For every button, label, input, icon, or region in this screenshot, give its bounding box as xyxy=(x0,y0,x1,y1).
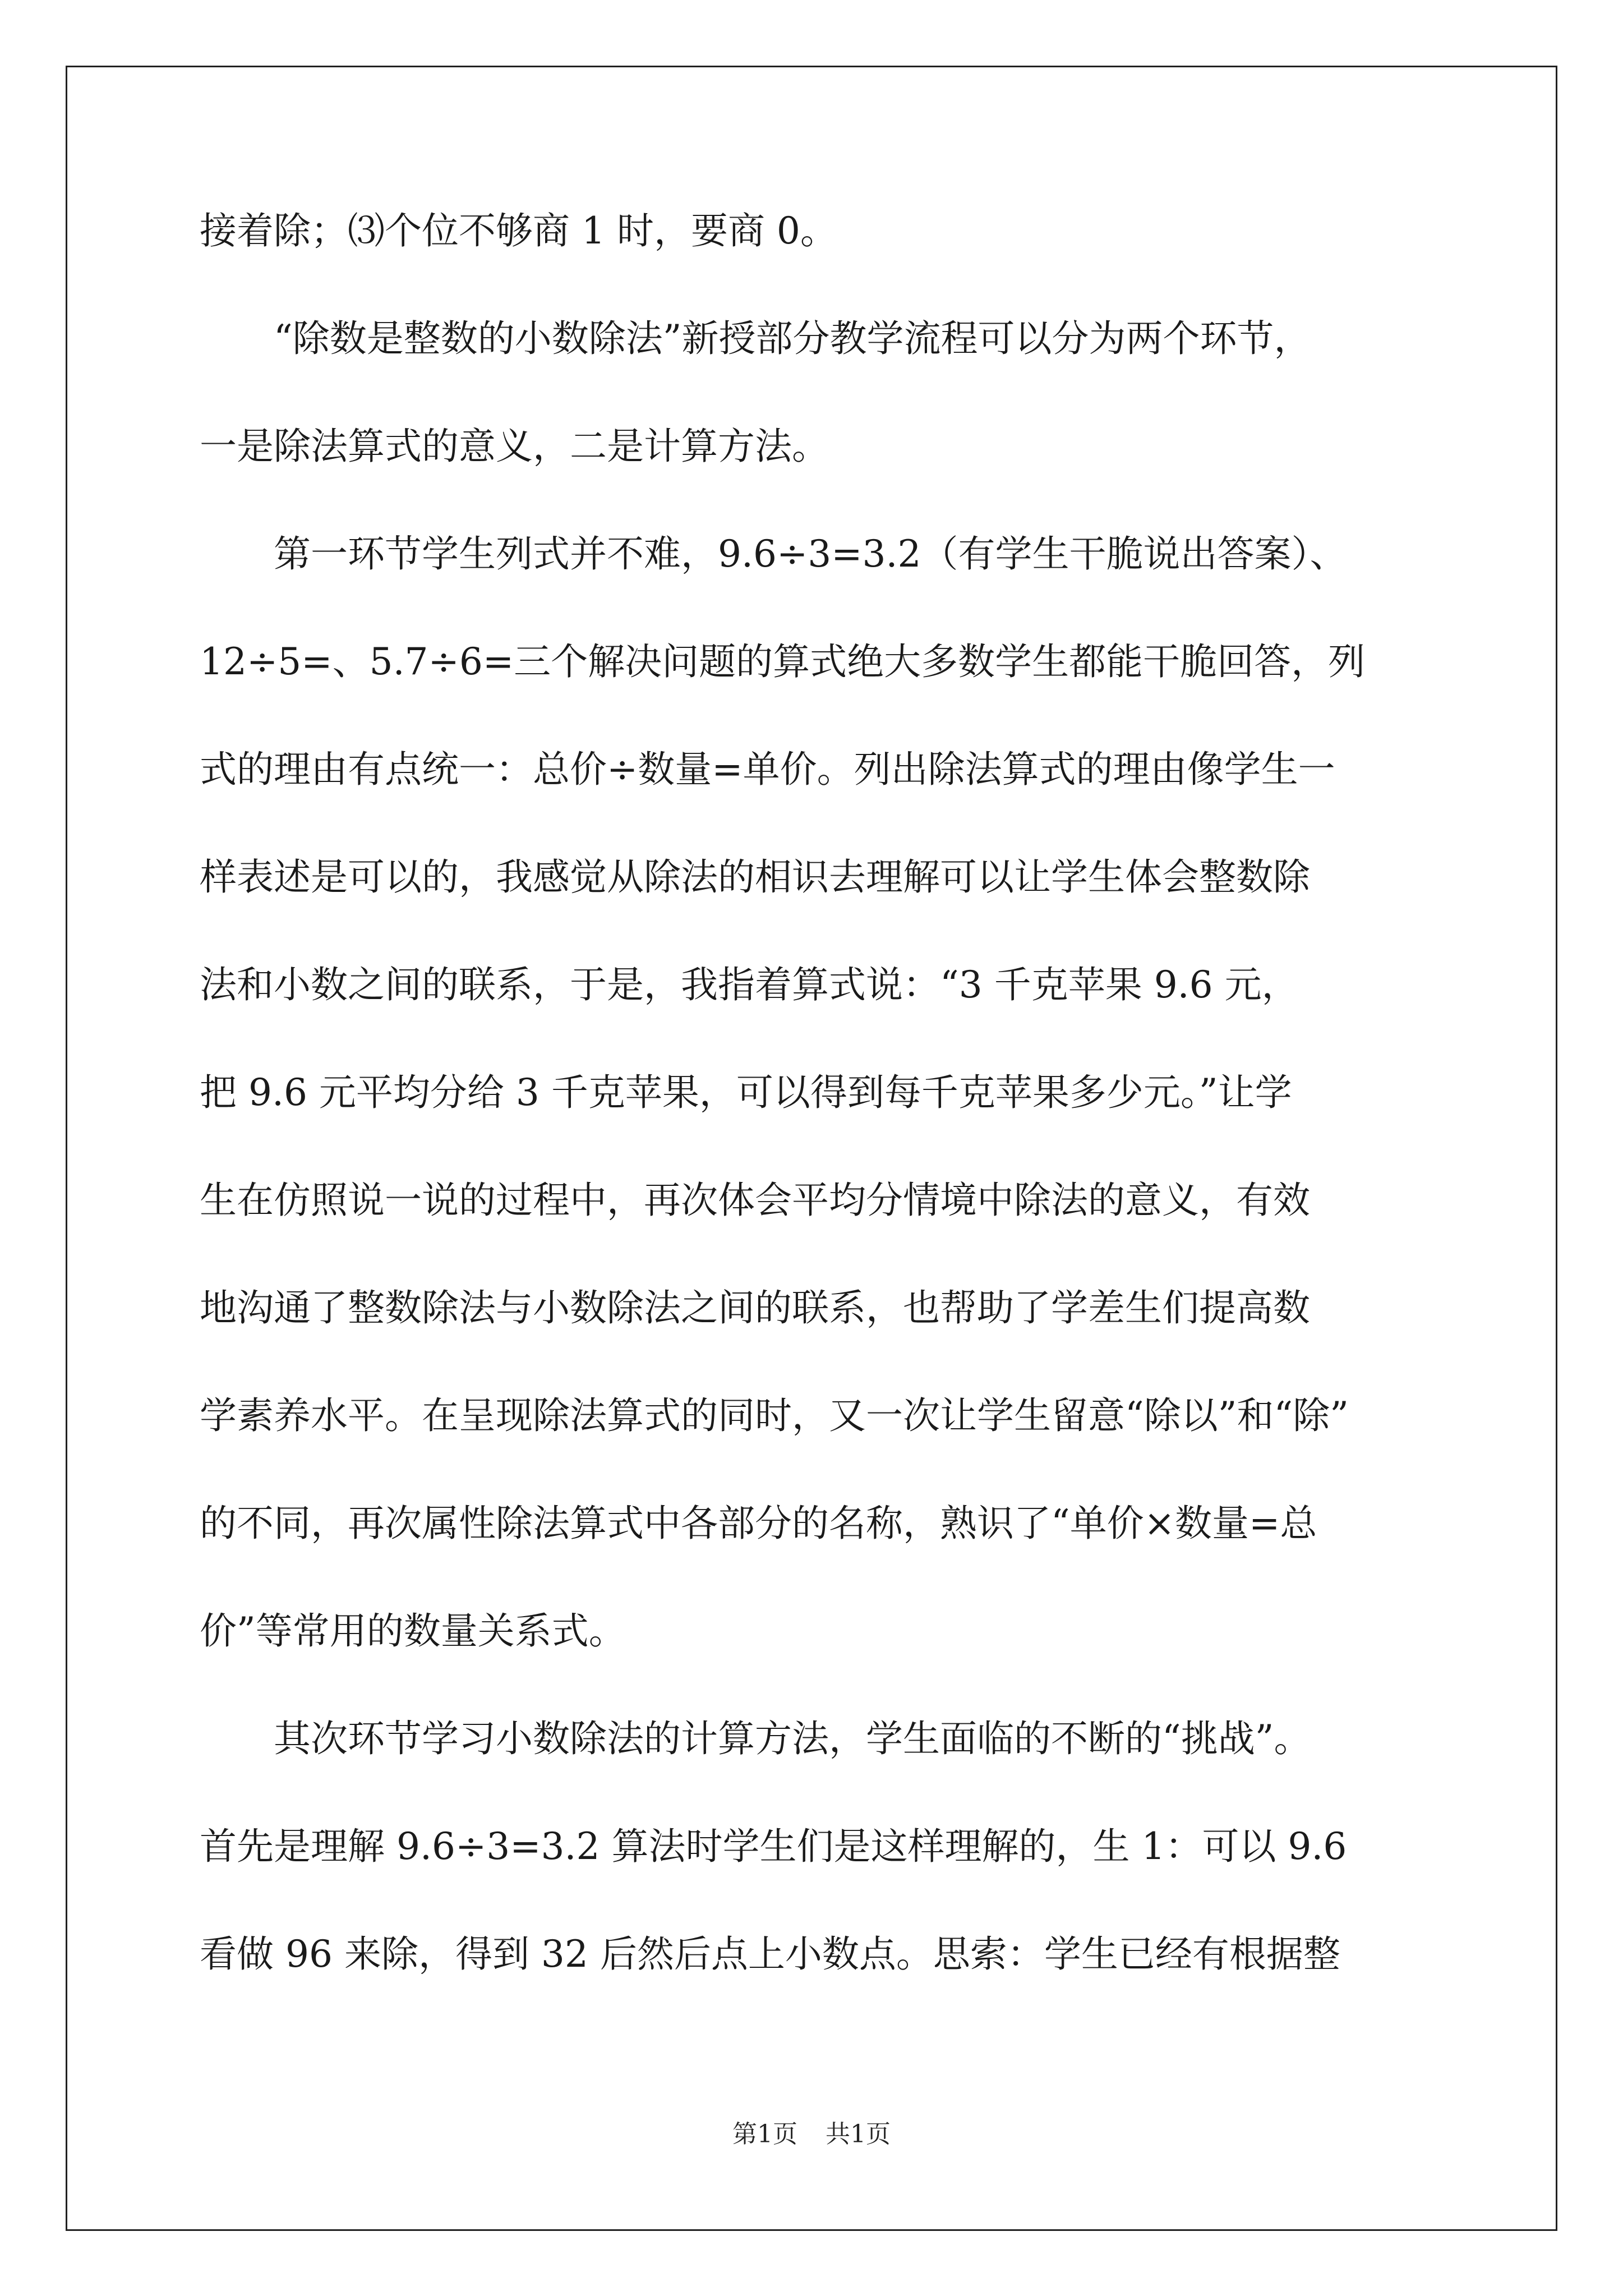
page-footer xyxy=(0,2118,1623,2151)
text-line: 第一环节学生列式并不难，9.6÷3=3.2（有学生干脆说出答案）、 xyxy=(200,532,1347,576)
text-line: 接着除；⑶个位不够商 1 时，要商 0。 xyxy=(200,209,837,252)
text-line: 式的理由有点统一：总价÷数量=单价。列出除法算式的理由像学生一 xyxy=(200,748,1335,791)
page-total: 共1页 xyxy=(826,2120,891,2148)
text-line: 地沟通了整数除法与小数除法之间的联系，也帮助了学差生们提高数 xyxy=(200,1286,1310,1329)
text-line: 一是除法算式的意义，二是计算方法。 xyxy=(200,425,829,468)
text-line: 生在仿照说一说的过程中，再次体会平均分情境中除法的意义，有效 xyxy=(200,1179,1310,1222)
text-line: 12÷5=、5.7÷6=三个解决问题的算式绝大多数学生都能干脆回答，列 xyxy=(200,640,1366,683)
text-line: 把 9.6 元平均分给 3 千克苹果，可以得到每千克苹果多少元。”让学 xyxy=(200,1071,1292,1114)
document-body xyxy=(200,208,1433,2039)
text-line: “除数是整数的小数除法”新授部分教学流程可以分为两个环节， xyxy=(200,317,1311,360)
text-line: 价”等常用的数量关系式。 xyxy=(200,1609,626,1653)
text-line: 学素养水平。在呈现除法算式的同时，又一次让学生留意“除以”和“除” xyxy=(200,1394,1349,1437)
text-line: 样表述是可以的，我感觉从除法的相识去理解可以让学生体会整数除 xyxy=(200,855,1310,899)
text-line: 法和小数之间的联系，于是，我指着算式说：“3 千克苹果 9.6 元， xyxy=(200,963,1299,1006)
text-line: 的不同，再次属性除法算式中各部分的名称，熟识了“单价×数量=总 xyxy=(200,1502,1317,1545)
text-line: 其次环节学习小数除法的计算方法，学生面临的不断的“挑战”。 xyxy=(200,1717,1311,1760)
text-line: 首先是理解 9.6÷3=3.2 算法时学生们是这样理解的，生 1：可以 9.6 xyxy=(200,1825,1347,1868)
page-number: 第1页 xyxy=(732,2120,797,2148)
text-line: 看做 96 来除，得到 32 后然后点上小数点。思索：学生已经有根据整 xyxy=(200,1932,1340,1976)
